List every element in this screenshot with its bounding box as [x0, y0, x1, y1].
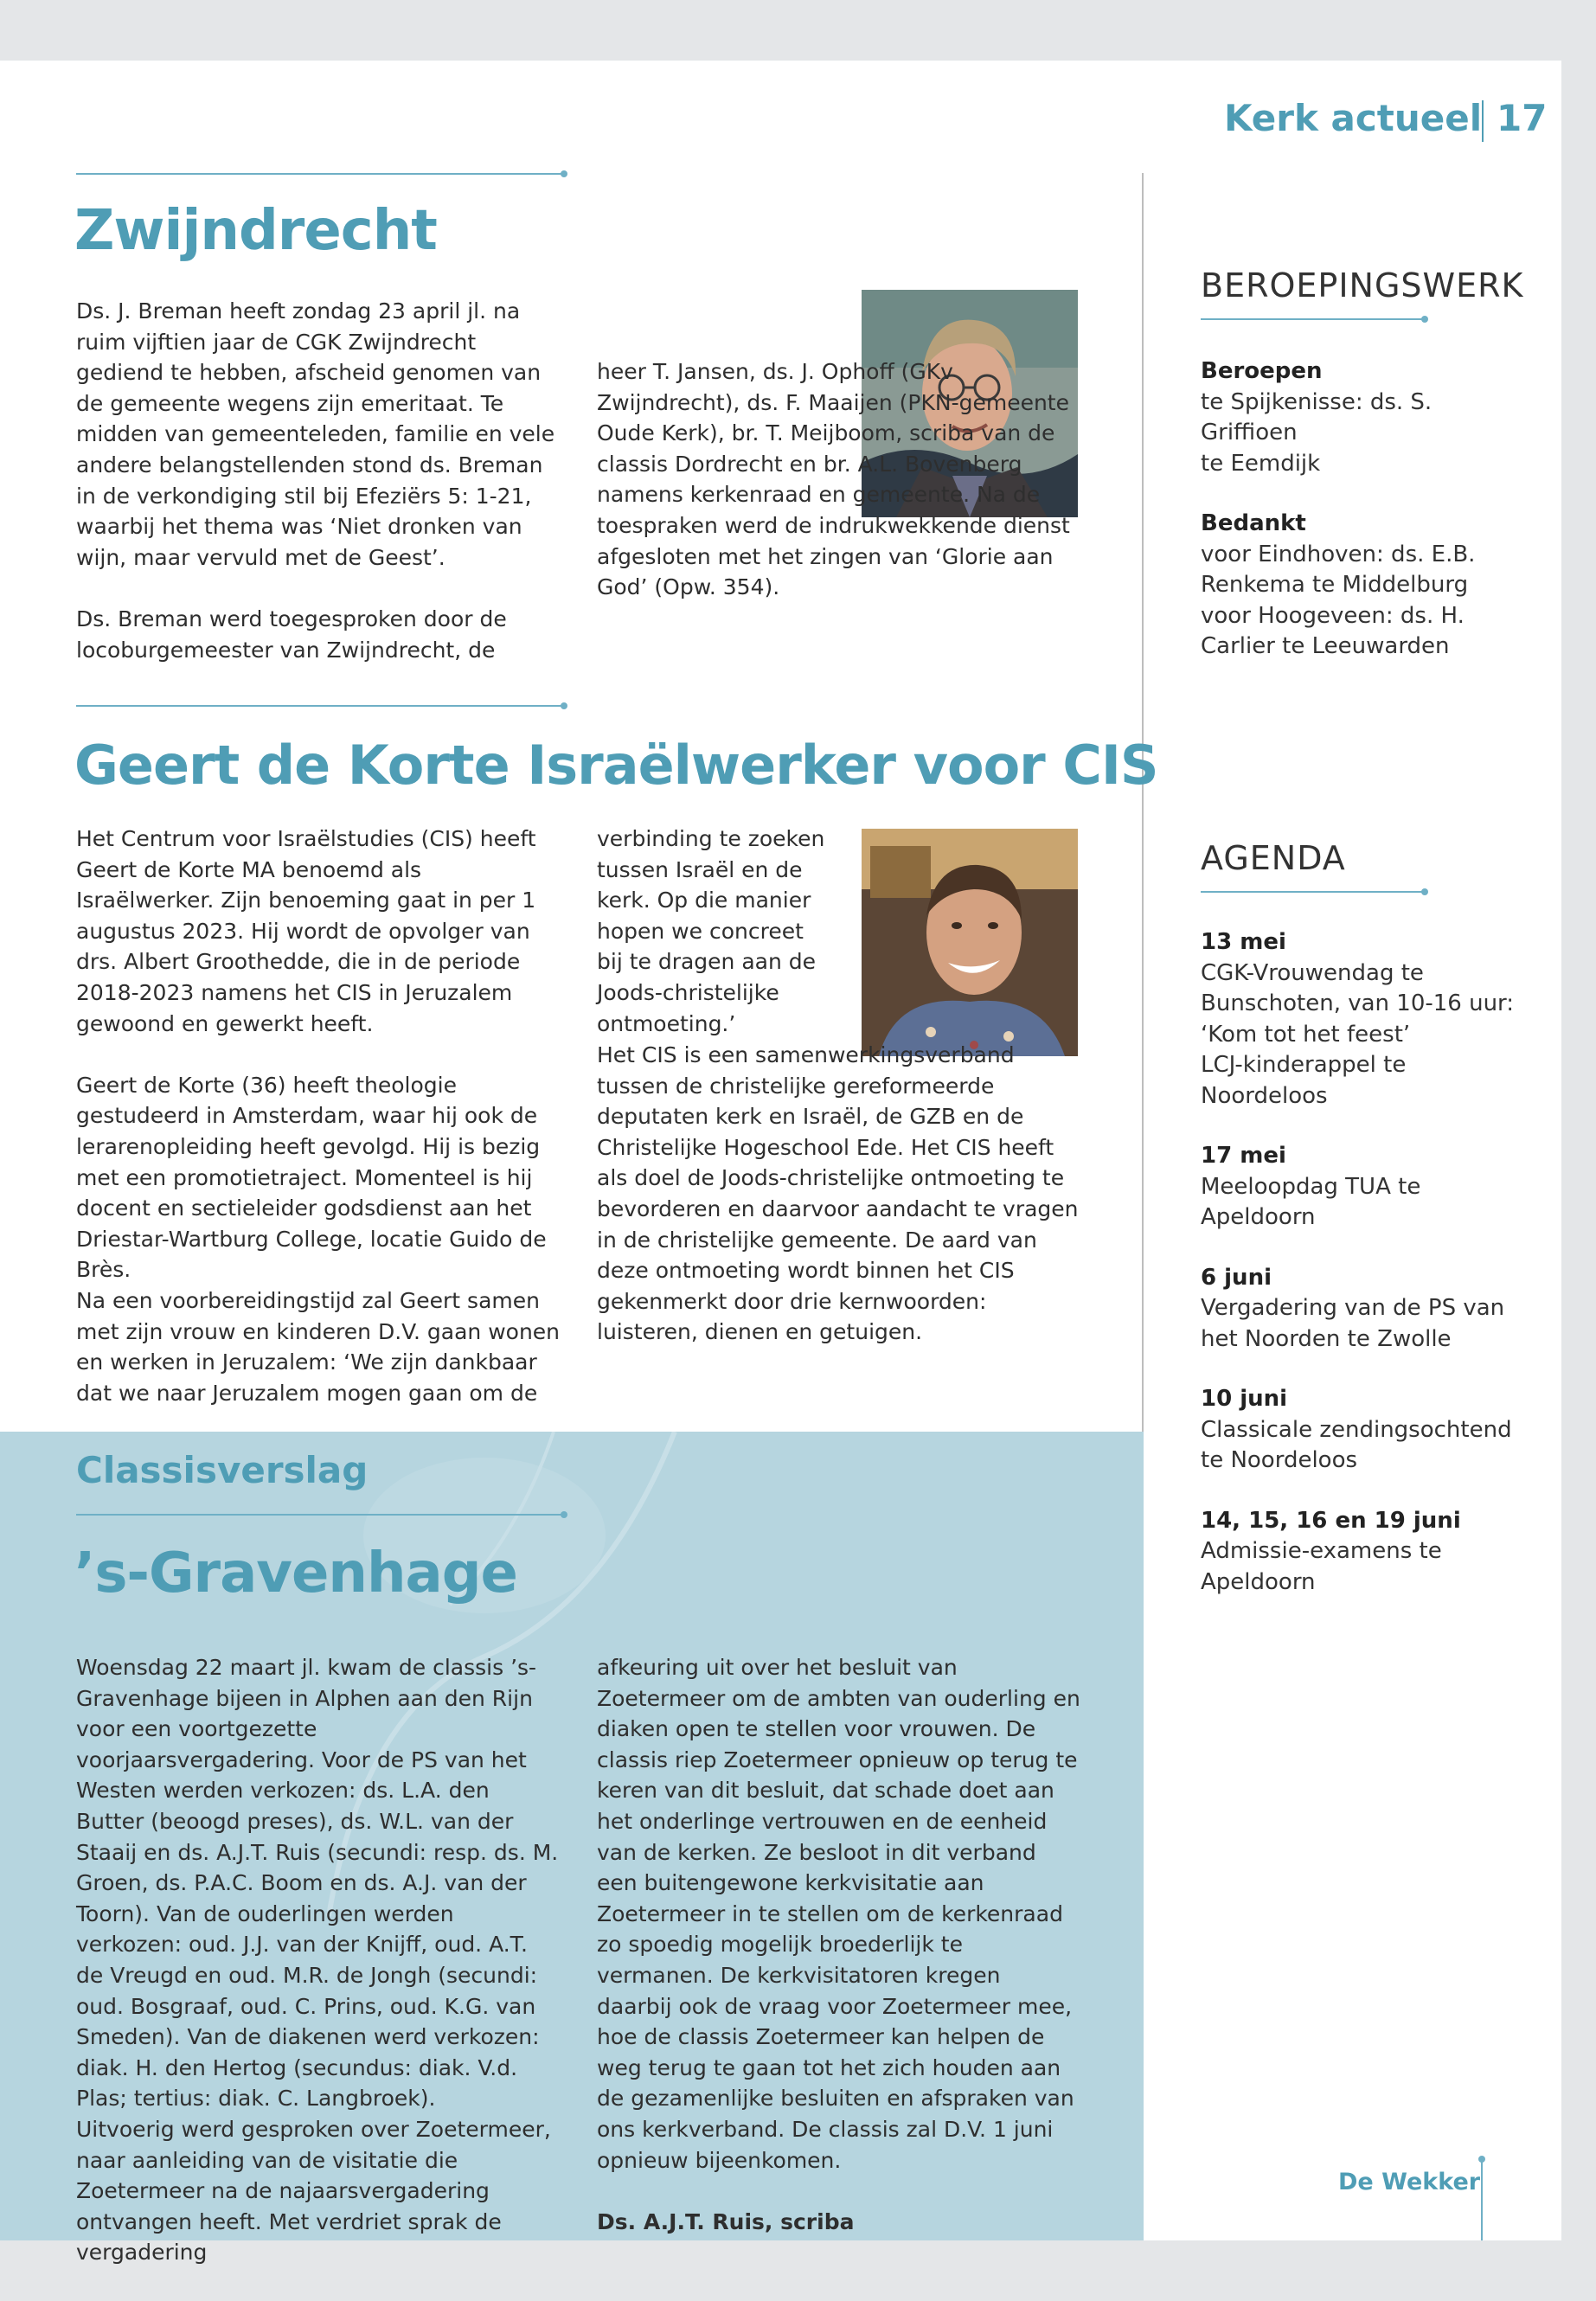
paragraph: Het CIS is een samenwerkingsverband tussen de christelijke gereformeerde deputaten kerk en Israël, de GZB en de Christelijke Hogeschool Ede. Het CIS heeft als doel de Joods-christelijke ontmoeting te bevorderen en daarvoor aandacht te vragen in de christelijke gemeente. De aard van deze ontmoeting wordt binnen het CIS gekenmerkt door drie kernwoorden: luisteren, dienen en getuigen.	[597, 1042, 1079, 1345]
sidebar-title: BEROEPINGSWERK	[1201, 266, 1524, 304]
sidebar-title: AGENDA	[1201, 839, 1346, 877]
agenda-line: ‘Kom tot het feest’	[1201, 1021, 1411, 1048]
article-title: Zwijndrecht	[74, 199, 437, 263]
agenda-item	[1201, 1263, 1547, 1356]
paragraph: heer T. Jansen, ds. J. Ophoff (GKv Zwijndrecht), ds. F. Maaijen (PKN-gemeente Oude Kerk), br. T. Meijboom, scriba van de classis Dordrecht en br. A.L. Bovenberg namens kerkenraad en gemeente. Na de toespraken werd de indrukwekkende dienst afgesloten met het zingen van ‘Glorie aan God’ (Opw. 354).	[597, 359, 1070, 600]
article-column	[597, 1652, 1081, 2237]
agenda-line: Apeldoorn	[1201, 1204, 1316, 1230]
agenda-line: Classicale zendingsochtend	[1201, 1416, 1512, 1443]
footer-rule	[1481, 2158, 1483, 2240]
section-name: Kerk actueel	[1224, 97, 1483, 139]
agenda-date: 14, 15, 16 en 19 juni	[1201, 1507, 1461, 1534]
agenda-date: 13 mei	[1201, 929, 1286, 955]
article-column	[76, 824, 561, 1408]
paragraph: Uitvoerig werd gesproken over Zoetermeer, naar aanleiding van de visitatie die Zoetermeer na de najaarsvergadering ontvangen heeft. Met verdriet sprak de vergadering	[76, 2116, 551, 2266]
page-header	[1220, 93, 1548, 145]
article-rule	[76, 705, 565, 707]
agenda-date: 17 mei	[1201, 1143, 1286, 1169]
item-heading: Beroepen	[1201, 358, 1323, 384]
sidebar-rule	[1201, 891, 1426, 893]
paragraph: Ds. J. Breman heeft zondag 23 april jl. na ruim vijftien jaar de CGK Zwijndrecht gediend te hebben, afscheid genomen van de gemeente wegens zijn emeritaat. Te midden van gemeenteleden, familie en vele andere belangstellenden stond ds. Breman in de verkondiging stil bij Efeziërs 5: 1-21, waarbij het thema was ‘Niet dronken van wijn, maar vervuld met de Geest’.	[76, 298, 555, 570]
page-number: 17	[1497, 97, 1548, 139]
magazine-name: De Wekker	[1338, 2169, 1481, 2195]
header-divider	[1482, 100, 1484, 142]
footer-dot	[1478, 2156, 1485, 2163]
article-column	[76, 296, 561, 665]
article-title: ’s-Gravenhage	[74, 1541, 517, 1606]
item-line: te Spijkenisse: ds. S. Griffioen	[1201, 388, 1433, 445]
agenda-item	[1201, 1506, 1547, 1599]
paragraph: Woensdag 22 maart jl. kwam de classis ’s-Gravenhage bijeen in Alphen aan den Rijn voor een voortgezette voorjaarsvergadering. Voor de PS van het Westen werden verkozen: ds. L.A. den Butter (beoogd preses), ds. W.L. van der Staaij en ds. A.J.T. Ruis (secundi: resp. ds. M. Groen, ds. P.A.C. Boom en ds. A.J. van der Toorn). Van de ouderlingen werden verkozen: oud. J.J. van der Knijff, oud. A.T. de Vreugd en oud. M.R. de Jongh (secundi: oud. Bosgraaf, oud. C. Prins, oud. K.G. van Smeden). Van de diakenen werd verkozen: diak. H. den Hertog (secundus: diak. V.d. Plas; tertius: diak. C. Langbroek).	[76, 1655, 559, 2112]
item-line: Renkema te Middelburg	[1201, 572, 1469, 598]
column-divider	[1142, 173, 1144, 1488]
agenda-item	[1201, 1384, 1547, 1477]
item-line: Carlier te Leeuwarden	[1201, 633, 1450, 659]
article-rule	[76, 1514, 565, 1516]
list-item	[1201, 356, 1529, 479]
agenda-line: Apeldoorn	[1201, 1568, 1316, 1595]
agenda-line: te Noordeloos	[1201, 1447, 1358, 1473]
article-column	[597, 824, 830, 1039]
signature: Ds. A.J.T. Ruis, scriba	[597, 2208, 855, 2234]
article-column	[76, 1652, 561, 2268]
article-title: Geert de Korte Israëlwerker voor CIS	[74, 734, 1158, 797]
agenda-line: Admissie-examens te	[1201, 1538, 1442, 1564]
agenda-line: CGK-Vrouwendag te	[1201, 959, 1424, 986]
agenda-date: 6 juni	[1201, 1264, 1272, 1291]
item-line: voor Hoogeveen: ds. H.	[1201, 602, 1465, 629]
article-rule	[76, 173, 565, 175]
agenda-item	[1201, 1141, 1547, 1234]
paragraph: Geert de Korte (36) heeft theologie gestudeerd in Amsterdam, waar hij ook de lerarenopleiding heeft gevolgd. Hij is bezig met een promotietraject. Momenteel is hij docent en sectieleider godsdienst aan het Driestar-Wartburg College, locatie Guido de Brès.	[76, 1072, 547, 1283]
item-line: te Eemdijk	[1201, 450, 1321, 477]
beroepingswerk-list	[1201, 356, 1529, 692]
paragraph: verbinding te zoeken tussen Israël en de kerk. Op die manier hopen we concreet bij te dragen aan de Joods-christelijke ontmoeting.’	[597, 826, 825, 1036]
section-kicker: Classisverslag	[76, 1449, 369, 1491]
agenda-line: het Noorden te Zwolle	[1201, 1325, 1452, 1352]
paragraph: Na een voorbereidingstijd zal Geert samen met zijn vrouw en kinderen D.V. gaan wonen en werken in Jeruzalem: ‘We zijn dankbaar dat we naar Jeruzalem mogen gaan om de	[76, 1287, 561, 1406]
agenda-line: Vergadering van de PS van	[1201, 1295, 1505, 1321]
item-line: voor Eindhoven: ds. E.B.	[1201, 541, 1476, 567]
agenda-item	[1201, 927, 1547, 1112]
magazine-page	[0, 61, 1561, 2266]
agenda-date: 10 juni	[1201, 1386, 1288, 1412]
item-heading: Bedankt	[1201, 510, 1306, 536]
agenda-line: LCJ-kinderappel te	[1201, 1052, 1407, 1078]
agenda-list	[1201, 927, 1547, 1627]
paragraph: afkeuring uit over het besluit van Zoetermeer om de ambten van ouderling en diaken open te stellen voor vrouwen. De classis riep Zoetermeer opnieuw op terug te keren van dit besluit, dat schade doet aan het onderlinge vertrouwen en de eenheid van de kerken. Ze besloot in dit verband een buitengewone kerkvisitatie aan Zoetermeer in te stellen om de kerkenraad zo spoedig mogelijk broederlijk te vermanen. De kerkvisitatoren kregen daarbij ook de vraag voor Zoetermeer mee, hoe de classis Zoetermeer kan helpen de weg terug te gaan tot het zich houden aan de gezamenlijke besluiten en afspraken van ons kerkverband. De classis zal D.V. 1 juni opnieuw bijeenkomen.	[597, 1655, 1080, 2173]
agenda-line: Meeloopdag TUA te	[1201, 1173, 1421, 1200]
agenda-line: Bunschoten, van 10-16 uur:	[1201, 990, 1515, 1016]
article-column	[597, 356, 1081, 603]
list-item	[1201, 509, 1529, 663]
sidebar-rule	[1201, 318, 1426, 320]
agenda-line: Noordeloos	[1201, 1082, 1328, 1109]
paragraph: Ds. Breman werd toegesproken door de locoburgemeester van Zwijndrecht, de	[76, 606, 507, 663]
portrait-photo	[862, 829, 1078, 1056]
article-column	[597, 1040, 1081, 1348]
paragraph: Het Centrum voor Israëlstudies (CIS) heeft Geert de Korte MA benoemd als Israëlwerker. Zijn benoeming gaat in per 1 augustus 2023. Hij wordt de opvolger van drs. Albert Groothedde, die in de periode 2018-2023 namens het CIS in Jeruzalem gewoond en gewerkt heeft.	[76, 826, 536, 1036]
